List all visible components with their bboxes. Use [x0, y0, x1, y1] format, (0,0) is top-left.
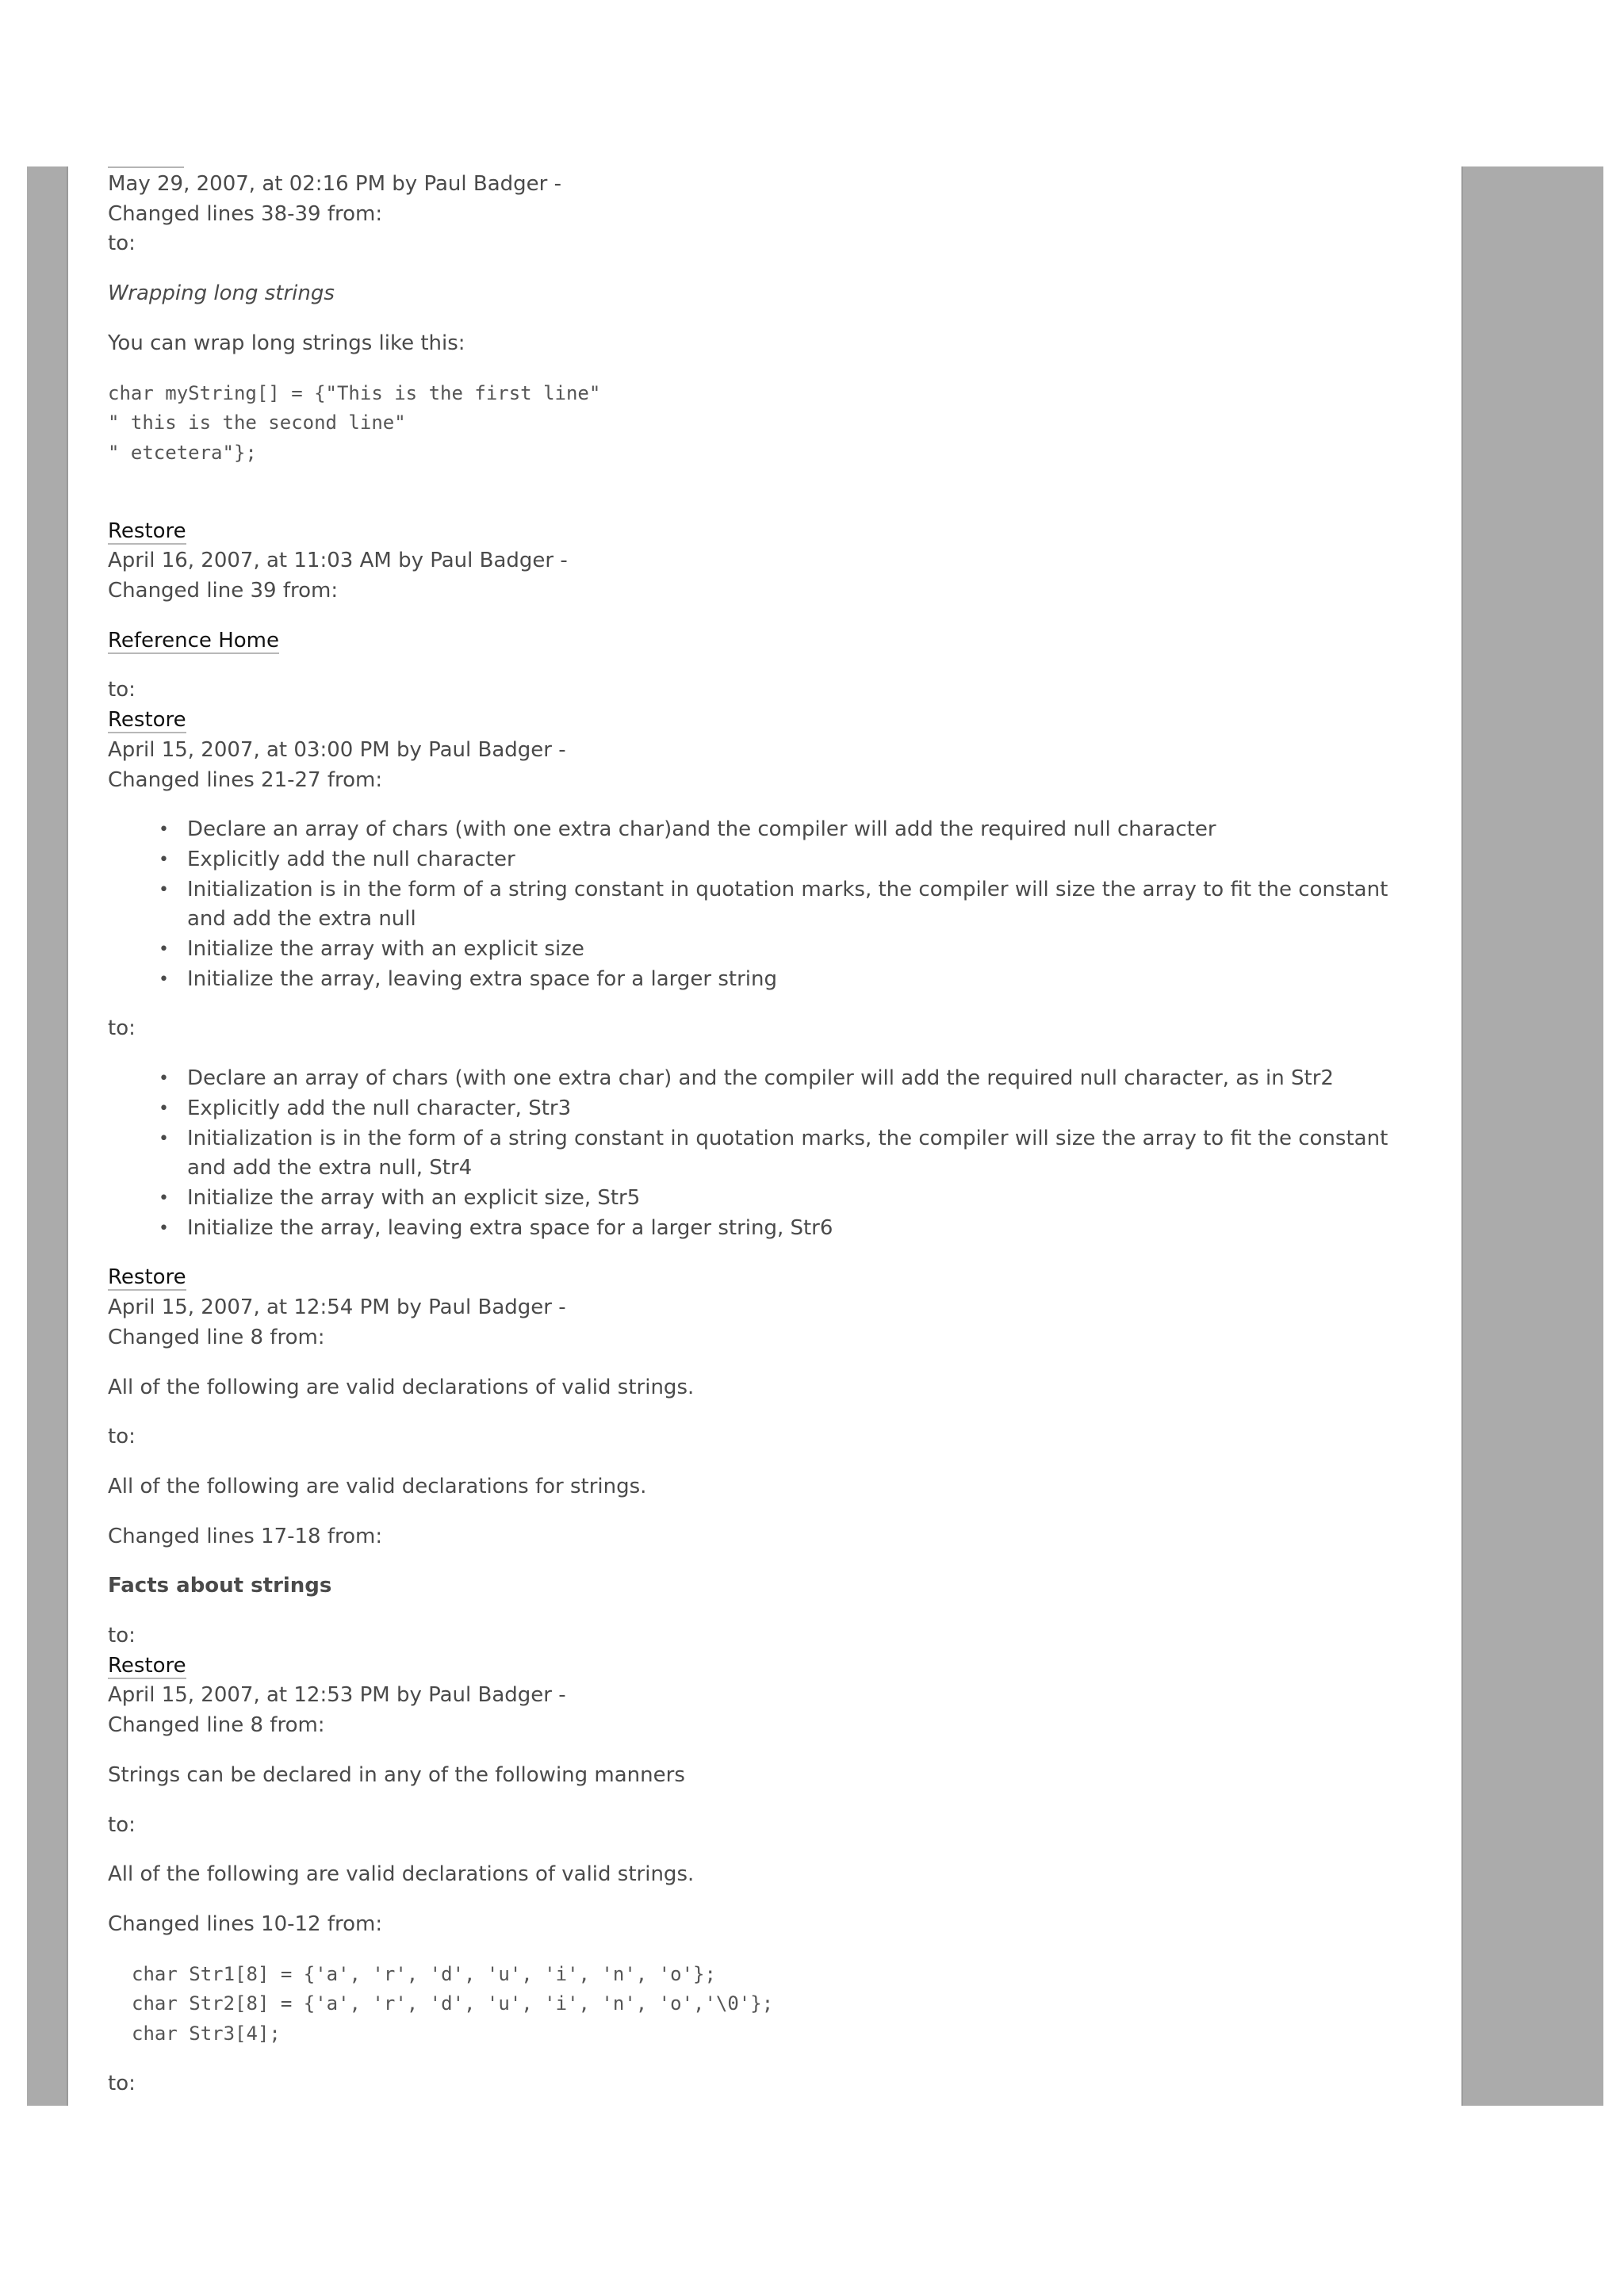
- list-item: • Initialization is in the form of a string constant in quotation marks, the compiler will size the array to fit the constant and add the extra null, Str4: [187, 1124, 1408, 1184]
- change-label: Changed lines 10-12 from:: [108, 1911, 383, 1936]
- body-text: Strings can be declared in any of the following manners: [108, 1762, 685, 1787]
- list-item: • Explicitly add the null character, Str3: [187, 1094, 1408, 1124]
- from-list: [108, 815, 1408, 994]
- revision-header: April 15, 2007, at 12:53 PM by Paul Badger -: [108, 1683, 566, 1708]
- list-item: • Declare an array of chars (with one extra char) and the compiler will add the required null character, as in Str2: [187, 1064, 1408, 1094]
- list-item: • Explicitly add the null character: [187, 845, 1408, 875]
- change-label: Changed lines 17-18 from:: [108, 1524, 383, 1548]
- body-text: You can wrap long strings like this:: [108, 331, 465, 355]
- to-label: to:: [108, 1425, 136, 1449]
- body-text: All of the following are valid declarations for strings.: [108, 1474, 647, 1498]
- top-rule: [108, 166, 184, 168]
- section-heading: Wrapping long strings: [108, 281, 335, 306]
- revision-header: April 15, 2007, at 12:54 PM by Paul Badger -: [108, 1295, 566, 1320]
- code-line: char Str1[8] = {'a', 'r', 'd', 'u', 'i', 'n', 'o'};: [132, 1962, 716, 1985]
- code-line: char Str3[4];: [132, 2022, 281, 2045]
- section-heading: Facts about strings: [108, 1574, 332, 1598]
- code-line: " this is the second line": [108, 411, 406, 434]
- spacer: [108, 488, 1408, 517]
- to-label: to:: [108, 1812, 136, 1837]
- code-line: char Str2[8] = {'a', 'r', 'd', 'u', 'i', 'n', 'o','\0'};: [132, 1992, 774, 2015]
- list-item: • Initialization is in the form of a string constant in quotation marks, the compiler will size the array to fit the constant and add the extra null: [187, 875, 1408, 935]
- restore-link[interactable]: Restore: [108, 519, 186, 543]
- to-label: to:: [108, 678, 136, 702]
- code-block: [108, 1960, 1408, 2049]
- revision-header: April 16, 2007, at 11:03 AM by Paul Badger -: [108, 549, 568, 573]
- code-line: char myString[] = {"This is the first line": [108, 381, 601, 404]
- list-item: • Initialize the array, leaving extra space for a larger string: [187, 965, 1408, 995]
- change-label: Changed line 8 from:: [108, 1325, 325, 1349]
- restore-link[interactable]: Restore: [108, 1265, 186, 1290]
- page-history-content: [108, 170, 1408, 2099]
- restore-link[interactable]: Restore: [108, 708, 186, 733]
- list-item: • Initialize the array with an explicit size: [187, 935, 1408, 965]
- to-list: [108, 1064, 1408, 1243]
- change-label: Changed lines 21-27 from:: [108, 767, 383, 792]
- to-label: to:: [108, 1624, 136, 1648]
- list-item: • Declare an array of chars (with one extra char)and the compiler will add the required null character: [187, 815, 1408, 845]
- to-label: to:: [108, 1016, 136, 1041]
- revision-header: May 29, 2007, at 02:16 PM by Paul Badger -: [108, 172, 561, 196]
- reference-home-link[interactable]: Reference Home: [108, 628, 279, 652]
- change-label: Changed line 39 from:: [108, 579, 339, 603]
- to-label: to:: [108, 232, 136, 256]
- right-margin-bar: [1461, 166, 1603, 2106]
- change-label: Changed line 8 from:: [108, 1713, 325, 1738]
- list-item: • Initialize the array with an explicit size, Str5: [187, 1184, 1408, 1214]
- body-text: All of the following are valid declarations of valid strings.: [108, 1862, 695, 1887]
- code-block: [108, 379, 1408, 469]
- code-line: " etcetera"};: [108, 441, 257, 464]
- restore-link[interactable]: Restore: [108, 1653, 186, 1678]
- left-margin-bar: [27, 166, 68, 2106]
- revision-header: April 15, 2007, at 03:00 PM by Paul Badger -: [108, 737, 566, 762]
- change-label: Changed lines 38-39 from:: [108, 201, 383, 226]
- body-text: All of the following are valid declarations of valid strings.: [108, 1375, 695, 1399]
- list-item: • Initialize the array, leaving extra space for a larger string, Str6: [187, 1214, 1408, 1244]
- to-label: to:: [108, 2071, 136, 2095]
